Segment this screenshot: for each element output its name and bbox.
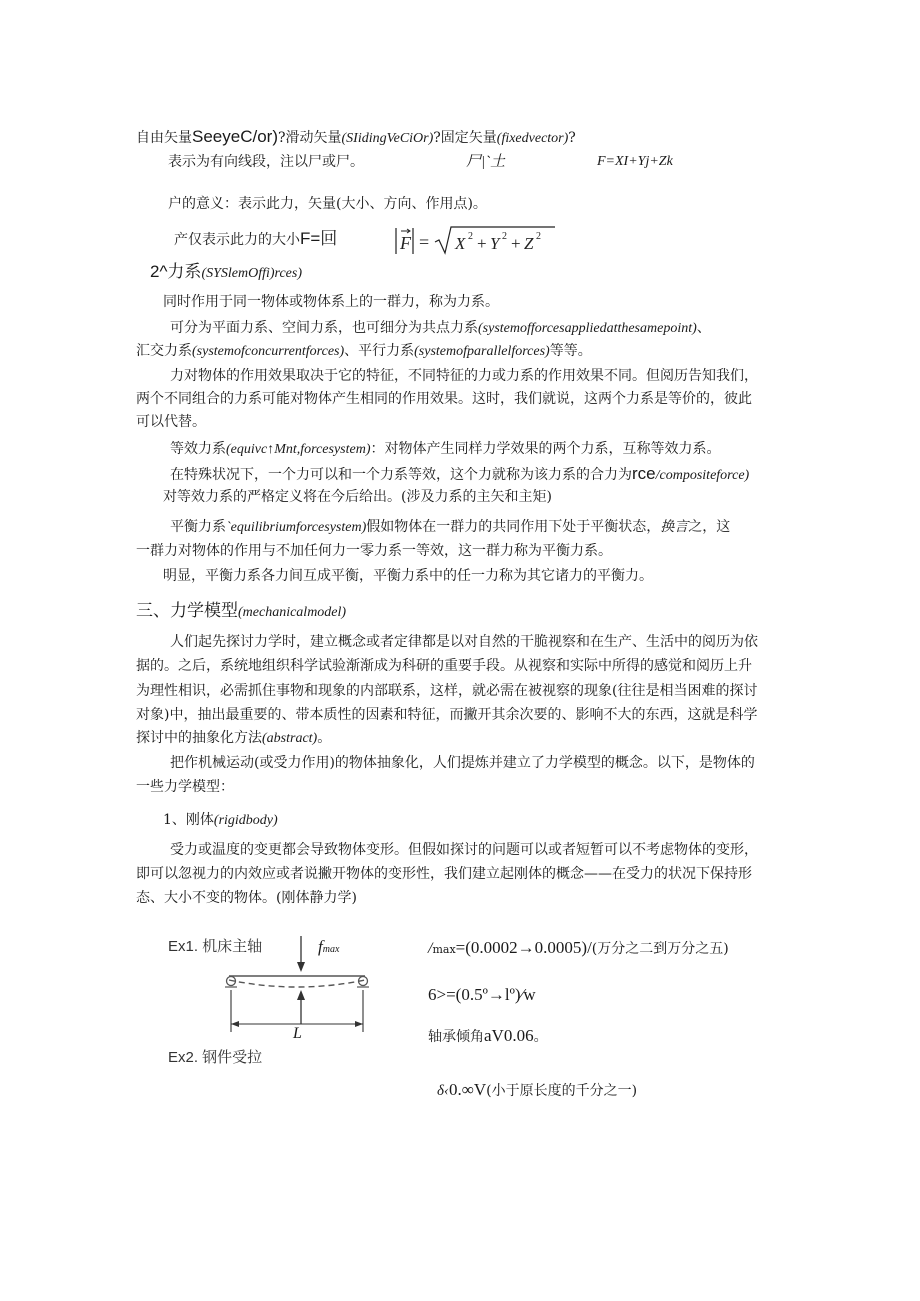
paragraph-line: 人们起先探讨力学时，建立概念或者定律都是以对自然的干脆视察和在生产、生活中的阅历为依	[170, 634, 758, 650]
text: (equivc↑Mnt,forcesystem)	[226, 442, 371, 457]
text: (rigidbody)	[213, 813, 278, 828]
example-2-label: Ex2. 钢件受拉	[168, 1049, 263, 1066]
svg-text:F: F	[400, 233, 411, 253]
text: =(0.0002→0.0005)/	[455, 938, 592, 957]
text: ：对物体产生同样力学效果的两个力系，互称等效力系。	[370, 441, 721, 457]
paragraph-line	[136, 341, 592, 362]
svg-text:+: +	[477, 234, 487, 253]
text: 平衡力系	[170, 519, 226, 535]
paragraph-line: 一些力学模型：	[136, 779, 234, 795]
text: `equilibriumforcesystem)	[226, 520, 367, 535]
text: max	[432, 943, 456, 956]
paragraph-line	[170, 517, 730, 538]
text: (SIidingVeCiOr)	[341, 131, 434, 146]
deflection-formula	[428, 938, 729, 960]
example-1-label: Ex1. 机床主轴	[168, 938, 263, 955]
paragraph-line: 受力或温度的变更都会导致物体变形。但假如探讨的问题可以或者短暂可以不考虑物体的变形，	[170, 842, 758, 858]
fmax-label	[318, 937, 339, 960]
paragraph-line	[170, 439, 720, 460]
elongation-formula	[437, 1080, 637, 1101]
text: 产仅表示此力的大小	[174, 232, 300, 248]
text: SeeyeC/or)	[192, 127, 278, 146]
text: 自由矢量	[136, 130, 192, 146]
text: (SYSlemOffi)rces)	[201, 266, 303, 281]
paragraph-line: 即可以忽视力的内效应或者说撇开物体的变形性，我们建立起刚体的概念——在受力的状况下保持形	[136, 866, 752, 882]
magnitude-formula	[393, 222, 563, 258]
text: F=回	[300, 229, 338, 248]
angle-formula: 6>=(0.5º→lº)⁄w	[428, 985, 536, 1004]
svg-text:2: 2	[536, 231, 541, 242]
text: 、平行力系	[344, 343, 415, 359]
text: 。	[317, 730, 332, 746]
section-heading	[136, 599, 346, 625]
svg-text:X: X	[455, 234, 466, 253]
text: 在特殊状况下，一个力可以和一个力系等效，这个力就称为该力系的合力为	[170, 467, 632, 483]
text: /	[428, 940, 433, 957]
text: 汇交力系	[136, 343, 192, 359]
text: ?滑动矢量	[277, 130, 342, 146]
text: 换言	[660, 520, 689, 535]
text: 等效力系	[170, 441, 226, 457]
length-label: L	[293, 1025, 302, 1042]
svg-text:2: 2	[502, 231, 507, 242]
text: (万分之二到万分之五)	[591, 941, 729, 957]
text: (mechanicalmodel)	[238, 605, 347, 620]
paragraph-line: 一群力对物体的作用与不加任何力一零力系一等效，这一群力称为平衡力系。	[136, 543, 612, 559]
paragraph-line: 为理性相识，必需抓住事物和现象的内部联系，这样，就必需在被视察的现象(往往是相当困难的探讨	[136, 683, 758, 699]
text: (systemofconcurrentforces)	[192, 344, 345, 359]
text: ?固定矢量	[433, 130, 497, 146]
text: rce	[632, 464, 656, 483]
text: 、	[696, 320, 711, 336]
text: 0.∞V	[448, 1080, 487, 1099]
magnitude-line	[174, 229, 337, 250]
vector-types-line	[136, 127, 576, 149]
text: /compositeforce)	[655, 468, 750, 483]
paragraph-line: 把作机械运动(或受力作用)的物体抽象化，人们提炼并建立了力学模型的概念。以下，是物体的	[170, 755, 755, 771]
paragraph-line: 两个不同组合的力系可能对物体产生相同的作用效果。这时，我们就说，这两个力系是等价的，彼此	[136, 391, 752, 407]
paragraph-line: 对等效力系的严格定义将在今后给出。(涉及力系的主矢和主矩)	[163, 489, 552, 505]
paragraph-line: 力对物体的作用效果取决于它的特征，不同特征的力或力系的作用效果不同。但阅历告知我们，	[170, 368, 758, 384]
svg-text:=: =	[419, 232, 430, 252]
text: 三、力学模型	[136, 601, 238, 621]
text: (systemofparallelforces)	[414, 344, 550, 359]
vector-components-formula: F=XI+Yj+Zk	[597, 154, 673, 169]
text: f	[318, 937, 323, 956]
svg-text:Z: Z	[524, 234, 534, 253]
text: 等等。	[549, 343, 592, 359]
bearing-angle-line	[428, 1026, 548, 1047]
svg-text:2: 2	[468, 231, 473, 242]
text: ?	[568, 130, 576, 146]
paragraph-line: 据的。之后，系统地组织科学试验渐渐成为科研的重要手段。从视察和实际中所得的感觉和阅历上升	[136, 658, 752, 674]
force-meaning-text: 户的意义：表示此力，矢量(大小、方向、作用点)。	[168, 196, 487, 212]
text: 轴承倾角	[428, 1029, 484, 1045]
text: (fixedvector)	[496, 131, 569, 146]
text: 2^力系	[150, 262, 202, 281]
text: 假如物体在一群力的共同作用下处于平衡状态，	[366, 519, 661, 535]
text: 。	[533, 1029, 548, 1045]
paragraph-line	[170, 318, 711, 339]
paragraph-line	[136, 728, 331, 749]
text: 探讨中的抽象化方法	[136, 730, 262, 746]
text: (小于原长度的千分之一)	[486, 1083, 638, 1099]
text: (systemofforcesappliedatthesamepoint)	[478, 321, 697, 336]
text: (abstract)	[262, 731, 318, 746]
vector-notation: 尸|`土	[466, 154, 506, 170]
text: δ‹	[437, 1083, 449, 1099]
text: 可分为平面力系、空间力系，也可细分为共点力系	[170, 320, 478, 336]
paragraph-line: 明显，平衡力系各力间互成平衡，平衡力系中的任一力称为其它诸力的平衡力。	[163, 568, 653, 584]
paragraph-line: 态、大小不变的物体。(刚体静力学)	[136, 890, 357, 906]
subsection-heading	[163, 810, 278, 831]
paragraph-line: 同时作用于同一物体或物体系上的一群力，称为力系。	[163, 294, 499, 310]
text: 1、刚体	[163, 812, 214, 828]
paragraph-line	[170, 464, 749, 486]
paragraph-line: 对象)中，抽出最重要的、带本质性的因素和特征，而撇开其余次要的、影响不大的东西，这就是科学	[136, 707, 758, 723]
text: 之，这	[688, 519, 731, 535]
svg-text:Y: Y	[490, 234, 500, 253]
svg-text:+: +	[511, 234, 521, 253]
text: max	[322, 944, 340, 955]
vector-representation-text: 表示为有向线段，注以尸或尸。	[168, 154, 364, 170]
text: aV0.06	[484, 1026, 534, 1045]
paragraph-line: 可以代替。	[136, 414, 206, 430]
force-system-heading	[150, 262, 302, 284]
